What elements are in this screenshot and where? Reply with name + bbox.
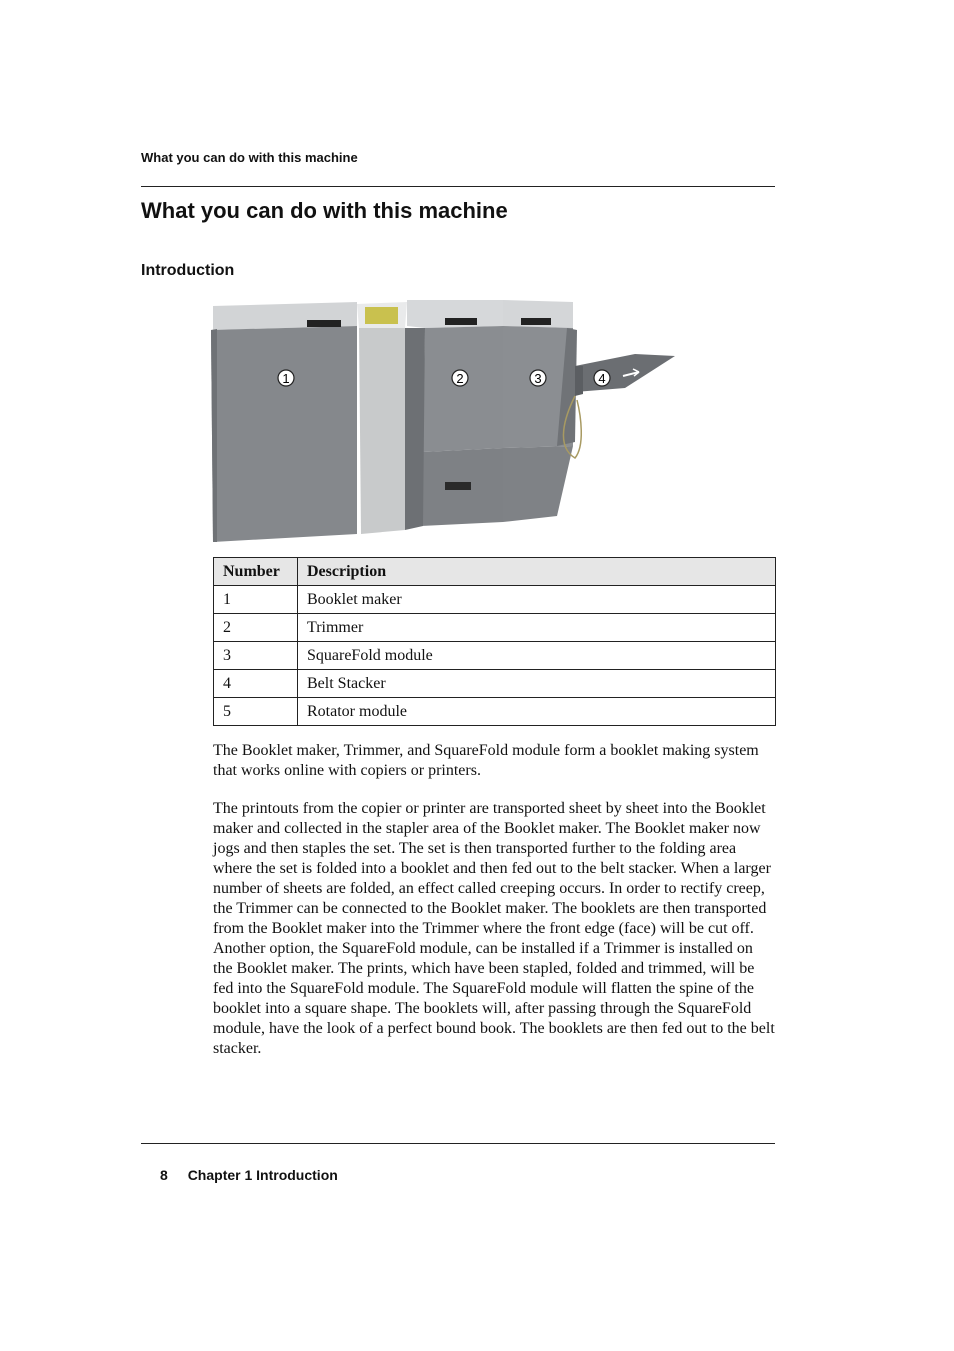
row-number: 3 — [214, 642, 298, 670]
callout-4 — [594, 370, 610, 386]
header-rule — [141, 186, 775, 187]
svg-text:2: 2 — [456, 371, 464, 386]
page-number: 8 — [160, 1167, 168, 1183]
row-number: 5 — [214, 698, 298, 726]
chapter-title: Chapter 1 Introduction — [187, 1167, 338, 1183]
row-description: Booklet maker — [298, 586, 776, 614]
row-description: Belt Stacker — [298, 670, 776, 698]
intro-paragraph: The Booklet maker, Trimmer, and SquareFold module form a booklet making system that works online with copiers or printers. — [213, 742, 759, 779]
component-table — [213, 557, 776, 726]
machine-illustration — [205, 296, 685, 546]
process-paragraph: The printouts from the copier or printer are transported sheet by sheet into the Booklet maker and collected in the stapler area of the Booklet maker. The Booklet maker now jogs and then staples the set. The set is then transported further to the folding area where the set is folded into a booklet and then fed out to the belt stacker. When a larger number of sheets are folded, an effect called creeping occurs. In order to rectify creep, the Trimmer can be connected to the Booklet maker. The booklets are then transported from the Booklet maker into the Trimmer where the front edge (face) will be cut off. Another option, the SquareFold module, can be installed if a Trimmer is installed on the Booklet maker. The prints, which have been stapled, folded and trimmed, will be fed into the SquareFold module. The SquareFold module will flatten the spine of the booklet into a square shape. The booklets will, after passing through the SquareFold module, have the look of a perfect bound book. The booklets are then fed out to the belt stacker. — [213, 800, 775, 1057]
callout-1 — [278, 370, 294, 386]
running-header: What you can do with this machine — [141, 150, 358, 165]
row-description: SquareFold module — [298, 642, 776, 670]
row-description: Trimmer — [298, 614, 776, 642]
svg-text:4: 4 — [598, 371, 606, 386]
row-number: 2 — [214, 614, 298, 642]
table-row — [214, 698, 776, 726]
row-number: 1 — [214, 586, 298, 614]
table-header-row — [214, 558, 776, 586]
page-footer — [160, 1167, 338, 1183]
table-row — [214, 614, 776, 642]
svg-text:1: 1 — [282, 371, 290, 386]
footer-rule — [141, 1143, 775, 1144]
table-row — [214, 670, 776, 698]
header-number: Number — [214, 558, 298, 586]
callout-2 — [452, 370, 468, 386]
section-heading: Introduction — [141, 262, 235, 279]
header-description: Description — [298, 558, 776, 586]
row-number: 4 — [214, 670, 298, 698]
table-row — [214, 642, 776, 670]
page-title: What you can do with this machine — [141, 198, 508, 223]
svg-text:3: 3 — [534, 371, 542, 386]
callout-3 — [530, 370, 546, 386]
row-description: Rotator module — [298, 698, 776, 726]
table-row — [214, 586, 776, 614]
